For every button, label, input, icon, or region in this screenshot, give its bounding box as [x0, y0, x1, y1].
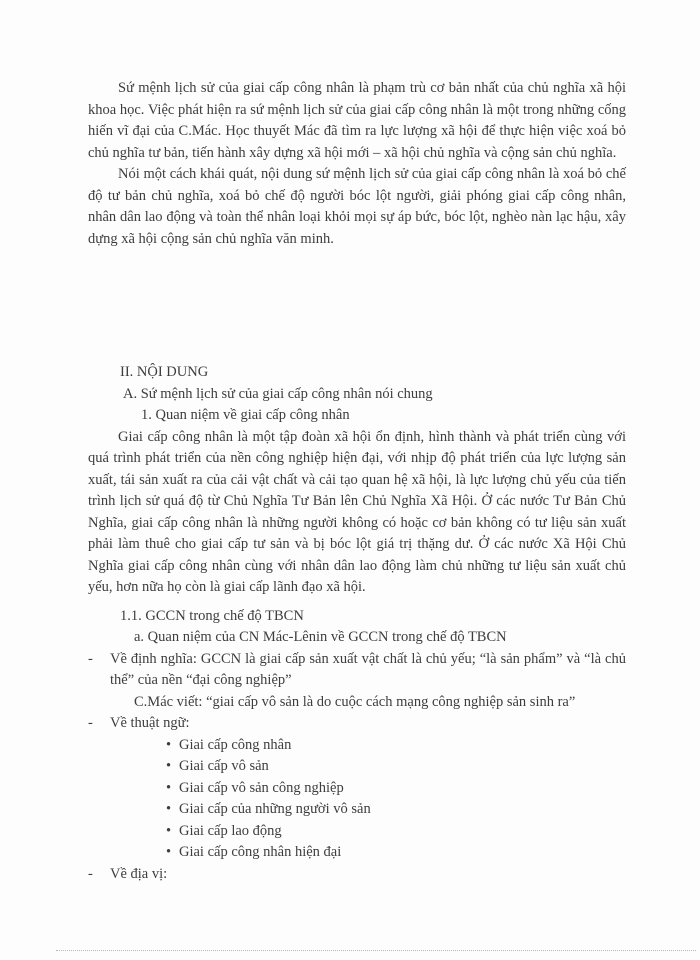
definition-item	[88, 649, 626, 692]
term-text: Giai cấp của những người vô sản	[179, 801, 371, 817]
bullet-icon	[166, 799, 179, 821]
terms-label-item	[88, 713, 626, 735]
term-item	[88, 735, 626, 757]
bullet-icon	[166, 735, 179, 757]
term-text: Giai cấp lao động	[179, 822, 282, 839]
term-item	[88, 778, 626, 800]
position-label: Về địa vị:	[110, 865, 168, 882]
heading-sub-1-1: 1.1. GCCN trong chế độ TBCN	[120, 607, 304, 624]
term-text: Giai cấp công nhân	[179, 736, 292, 753]
dash-marker-icon	[88, 713, 110, 735]
dash-marker-icon	[88, 864, 110, 886]
heading-sub-a: A. Sứ mệnh lịch sử của giai cấp công nhân nói chung	[123, 385, 433, 402]
term-text: Giai cấp công nhân hiện đại	[179, 844, 342, 860]
position-label-item	[88, 864, 626, 886]
bullet-icon	[166, 821, 179, 843]
term-text: Giai cấp vô sản	[179, 758, 269, 774]
bullet-icon	[166, 756, 179, 778]
term-item	[88, 799, 626, 821]
heading-item-1: 1. Quan niệm về giai cấp công nhân	[141, 407, 350, 423]
term-item	[88, 842, 626, 864]
term-item	[88, 821, 626, 843]
body-paragraph-1: Giai cấp công nhân là một tập đoàn xã hội ổn định, hình thành và phát triển cùng với quá trình phát triển của nền công nghiệp hiện đại, với nhịp độ phát triển của lực lượng sản xuất, tái sản xuất ra của cải vật chất và cải tạo quan hệ xã hội, là lực lượng chủ yếu của tiến trình lịch sử quá độ từ Chủ Nghĩa Tư Bản lên Chủ Nghĩa Xã Hội. Ở các nước Tư Bản Chủ Nghĩa, giai cấp công nhân là những người không có hoặc cơ bản không có tư liệu sản xuất phải làm thuê cho giai cấp tư sản và bị bóc lột giá trị thặng dư. Ở các nước Xã Hội Chủ Nghĩa giai cấp công nhân cùng với nhân dân lao động làm chủ những tư liệu sản xuất chủ yếu, hơn nữa họ còn là giai cấp lãnh đạo xã hội.	[88, 428, 626, 595]
bullet-icon	[166, 842, 179, 864]
term-text: Giai cấp vô sản công nghiệp	[179, 779, 344, 796]
heading-sub-a2: a. Quan niệm của CN Mác-Lênin về GCCN trong chế độ TBCN	[134, 629, 507, 645]
term-item	[88, 756, 626, 778]
definition-text: Về định nghĩa: GCCN là giai cấp sản xuất vật chất là chủ yếu; “là sản phẩm” và “là chủ thể” của nền “đại công nghiệp”	[110, 650, 626, 688]
page-bottom-dotted-rule	[56, 950, 696, 951]
dash-marker-icon	[88, 649, 110, 692]
intro-paragraph-2: Nói một cách khái quát, nội dung sứ mệnh lịch sử của giai cấp công nhân là xoá bỏ chế độ tư bản chủ nghĩa, xoá bỏ chế độ người bóc lột người, giải phóng giai cấp công nhân, nhân dân lao động và toàn thể nhân loại khỏi mọi sự áp bức, bóc lột, nghèo nàn lạc hậu, xây dựng xã hội cộng sản chủ nghĩa văn minh.	[88, 166, 626, 247]
intro-paragraph-1: Sứ mệnh lịch sử của giai cấp công nhân là phạm trù cơ bản nhất của chủ nghĩa xã hội khoa học. Việc phát hiện ra sứ mệnh lịch sử của giai cấp công nhân là một trong những cống hiến vĩ đại của C.Mác. Học thuyết Mác đã tìm ra lực lượng xã hội để thực hiện việc xoá bỏ chủ nghĩa tư bản, tiến hành xây dựng xã hội mới – xã hội chủ nghĩa và cộng sản chủ nghĩa.	[88, 80, 626, 161]
marx-quote: C.Mác viết: “giai cấp vô sản là do cuộc cách mạng công nghiệp sản sinh ra”	[134, 693, 576, 710]
heading-section-ii: II. NỘI DUNG	[120, 364, 209, 380]
terms-label: Về thuật ngữ:	[110, 715, 190, 731]
bullet-icon	[166, 778, 179, 800]
